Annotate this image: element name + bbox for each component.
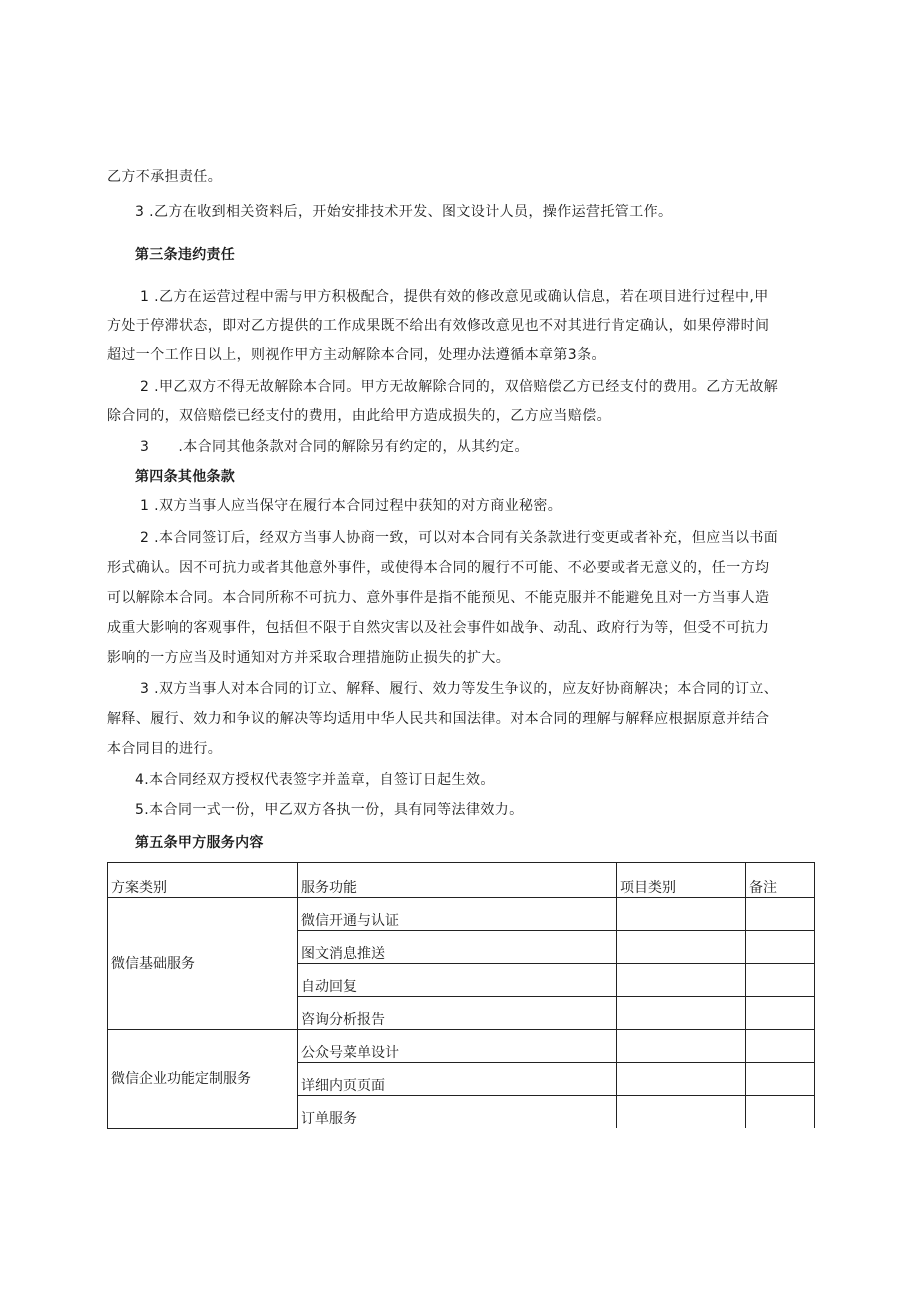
- paragraph-line: 解释、履行、效力和争议的解决等均适用中华人民共和国法律。对本合同的理解与解释应根据原意并结合: [107, 711, 770, 727]
- paragraph-line: 超过一个工作日以上，则视作甲方主动解除本合同，处理办法遵循本章第3条。: [107, 347, 606, 363]
- section-heading-3: 第三条违约责任: [135, 247, 236, 263]
- function-cell: 订单服务: [298, 1096, 617, 1129]
- empty-cell: [746, 898, 815, 931]
- empty-cell: [746, 1096, 815, 1129]
- header-cell: 项目类别: [617, 863, 746, 898]
- empty-cell: [746, 1030, 815, 1063]
- function-cell: 咨询分析报告: [298, 997, 617, 1030]
- section-heading-4: 第四条其他条款: [135, 469, 236, 485]
- section-heading-5: 第五条甲方服务内容: [135, 835, 264, 851]
- empty-cell: [617, 1030, 746, 1063]
- paragraph-line: 成重大影响的客观事件，包括但不限于自然灾害以及社会事件如战争、动乱、政府行为等，但受不可抗力: [107, 620, 770, 636]
- function-cell: 图文消息推送: [298, 931, 617, 964]
- paragraph-line: 影响的一方应当及时通知对方并采取合理措施防止损失的扩大。: [107, 650, 511, 666]
- empty-cell: [617, 997, 746, 1030]
- empty-cell: [617, 931, 746, 964]
- paragraph-line: 5.本合同一式一份，甲乙双方各执一份，具有同等法律效力。: [135, 802, 524, 818]
- empty-cell: [746, 931, 815, 964]
- paragraph-line: 方处于停滞状态，即对乙方提供的工作成果既不给出有效修改意见也不对其进行肯定确认，如果停滞时间: [107, 318, 770, 334]
- table-row: [108, 1030, 815, 1063]
- service-table: [107, 862, 815, 1129]
- paragraph-line: 形式确认。因不可抗力或者其他意外事件，或使得本合同的履行不可能、不必要或者无意义的，任一方均: [107, 560, 770, 576]
- function-cell: 微信开通与认证: [298, 898, 617, 931]
- function-cell: 自动回复: [298, 964, 617, 997]
- category-cell: 微信企业功能定制服务: [108, 1030, 298, 1129]
- empty-cell: [746, 997, 815, 1030]
- table-header-row: [108, 863, 815, 898]
- paragraph-line: 乙方不承担责任。: [107, 169, 223, 185]
- empty-cell: [746, 1063, 815, 1096]
- paragraph-line: 2 .甲乙双方不得无故解除本合同。甲方无故解除合同的，双倍赔偿乙方已经支付的费用。乙方无故解: [140, 379, 779, 395]
- function-cell: 公众号菜单设计: [298, 1030, 617, 1063]
- header-cell: 方案类别: [108, 863, 298, 898]
- header-cell: 备注: [746, 863, 815, 898]
- category-cell: 微信基础服务: [108, 898, 298, 1030]
- empty-cell: [617, 1063, 746, 1096]
- paragraph-line: 4.本合同经双方授权代表签字并盖章，自签订日起生效。: [135, 772, 495, 788]
- header-cell: 服务功能: [298, 863, 617, 898]
- empty-cell: [617, 898, 746, 931]
- paragraph-line: 3 .本合同其他条款对合同的解除另有约定的，从其约定。: [140, 439, 529, 455]
- empty-cell: [617, 964, 746, 997]
- paragraph-line: 除合同的，双倍赔偿已经支付的费用，由此给甲方造成损失的，乙方应当赔偿。: [107, 408, 611, 424]
- paragraph-line: 可以解除本合同。本合同所称不可抗力、意外事件是指不能预见、不能克服并不能避免且对一方当事人造: [107, 590, 770, 606]
- empty-cell: [617, 1096, 746, 1129]
- function-cell: 详细内页页面: [298, 1063, 617, 1096]
- paragraph-line: 3 .乙方在收到相关资料后，开始安排技术开发、图文设计人员，操作运营托管工作。: [135, 204, 673, 220]
- paragraph-line: 1 .双方当事人应当保守在履行本合同过程中获知的对方商业秘密。: [140, 498, 563, 514]
- table-row: [108, 898, 815, 931]
- paragraph-line: 1 .乙方在运营过程中需与甲方积极配合，提供有效的修改意见或确认信息，若在项目进行过程中,甲: [140, 289, 769, 305]
- paragraph-line: 3 .双方当事人对本合同的订立、解释、履行、效力等发生争议的，应友好协商解决；本合同的订立、: [140, 681, 779, 697]
- paragraph-line: 2 .本合同签订后，经双方当事人协商一致，可以对本合同有关条款进行变更或者补充，但应当以书面: [140, 530, 779, 546]
- paragraph-line: 本合同目的进行。: [107, 741, 223, 757]
- empty-cell: [746, 964, 815, 997]
